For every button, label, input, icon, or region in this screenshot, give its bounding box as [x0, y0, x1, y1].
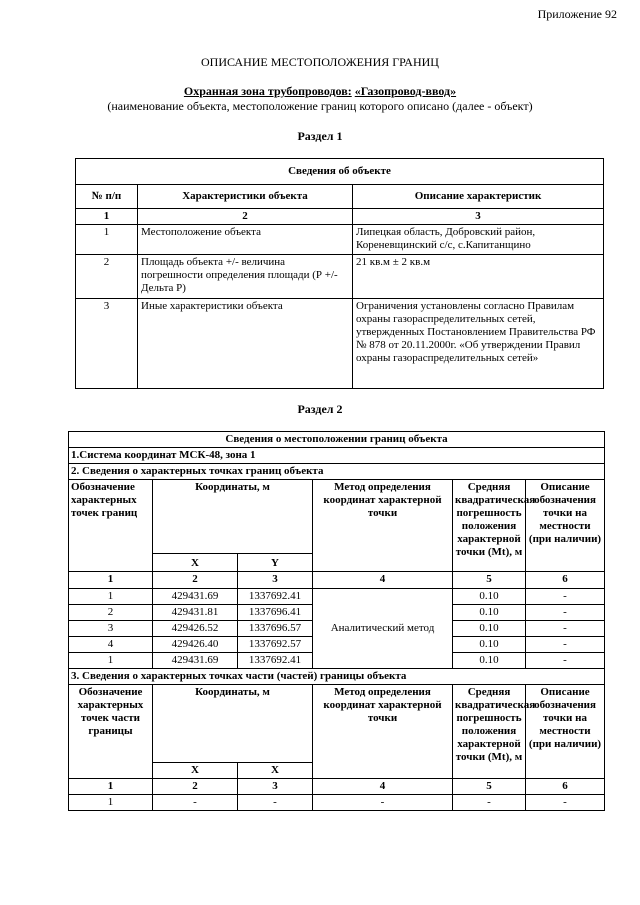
point-y: 1337696.57: [238, 621, 313, 637]
col-number: 2: [153, 572, 238, 589]
point-number: 4: [69, 637, 153, 653]
point-number: 3: [69, 621, 153, 637]
boundary-table-title: Сведения о местоположении границ объекта: [69, 432, 605, 448]
point-x: 429431.81: [153, 605, 238, 621]
method-cell: Аналитический метод: [313, 589, 453, 669]
point-description: -: [526, 621, 605, 637]
point-description: -: [526, 589, 605, 605]
point-y: -: [238, 795, 313, 811]
point-x: 429431.69: [153, 589, 238, 605]
object-table-title: Сведения об объекте: [76, 159, 604, 185]
col-number: 1: [76, 209, 138, 225]
point-number: 2: [69, 605, 153, 621]
header-designation-part: Обозначение характерных точек части границы: [69, 685, 153, 779]
section-2-title: Раздел 2: [297, 402, 343, 416]
col-number: 3: [238, 779, 313, 795]
header-y: X: [238, 763, 313, 779]
header-error: Средняя квадратическая погрешность положения характерной точки (Mt), м: [453, 685, 526, 779]
col-number: 3: [353, 209, 604, 225]
header-point-description: Описание обозначения точки на местности (при наличии): [526, 480, 605, 572]
subsection-3-title: 3. Сведения о характерных точках части (частей) границы объекта: [69, 669, 605, 685]
point-error: -: [453, 795, 526, 811]
header-method: Метод определения координат характерной точки: [313, 480, 453, 572]
row-description: Липецкая область, Добровский район, Кореневщинский с/с, с.Капитанщино: [353, 225, 604, 255]
col-number: 2: [153, 779, 238, 795]
point-description: -: [526, 795, 605, 811]
point-x: 429431.69: [153, 653, 238, 669]
col-number: 4: [313, 779, 453, 795]
point-number: 1: [69, 795, 153, 811]
point-number: 1: [69, 653, 153, 669]
header-coordinates: Координаты, м: [153, 685, 313, 763]
row-number: 1: [76, 225, 138, 255]
point-error: 0.10: [453, 653, 526, 669]
row-characteristic: Местоположение объекта: [138, 225, 353, 255]
point-error: 0.10: [453, 589, 526, 605]
coordinate-system: 1.Система координат МСК-48, зона 1: [69, 448, 605, 464]
object-info-table: [75, 158, 604, 389]
point-x: 429426.40: [153, 637, 238, 653]
row-characteristic: Иные характеристики объекта: [138, 299, 353, 389]
table-row: [76, 299, 604, 389]
header-x: X: [153, 554, 238, 572]
point-description: -: [526, 605, 605, 621]
col-number: 6: [526, 779, 605, 795]
point-x: 429426.52: [153, 621, 238, 637]
point-error: 0.10: [453, 605, 526, 621]
col-number: 2: [138, 209, 353, 225]
section-1-title: Раздел 1: [297, 129, 343, 143]
header-method: Метод определения координат характерной точки: [313, 685, 453, 779]
row-characteristic: Площадь объекта +/- величина погрешности определения площади (Р +/- Дельта Р): [138, 255, 353, 299]
point-x: -: [153, 795, 238, 811]
appendix-label: Приложение 92: [537, 7, 617, 21]
point-method: -: [313, 795, 453, 811]
row-number: 3: [76, 299, 138, 389]
table-row: [69, 795, 605, 811]
col-number: 5: [453, 572, 526, 589]
point-y: 1337696.41: [238, 605, 313, 621]
object-note: (наименование объекта, местоположение границ которого описано (далее - объект): [107, 99, 533, 113]
object-label: Охранная зона трубопроводов:: [183, 84, 352, 98]
col-number: 4: [313, 572, 453, 589]
point-description: -: [526, 653, 605, 669]
document-title: ОПИСАНИЕ МЕСТОПОЛОЖЕНИЯ ГРАНИЦ: [201, 55, 439, 69]
table-row: [76, 255, 604, 299]
header-designation: Обозначение характерных точек границ: [69, 480, 153, 572]
table-row: [69, 589, 605, 605]
header-y: Y: [238, 554, 313, 572]
row-description: Ограничения установлены согласно Правилам охраны газораспределительных сетей, утвержденных Постановлением Правительства РФ № 878 от 20.11.2000г. «Об утверждении Правил охраны газораспределительных сетей»: [353, 299, 604, 389]
row-number: 2: [76, 255, 138, 299]
header-point-description: Описание обозначения точки на местности (при наличии): [526, 685, 605, 779]
point-error: 0.10: [453, 637, 526, 653]
header-error: Средняя квадратическая погрешность положения характерной точки (Mt), м: [453, 480, 526, 572]
col-number: 1: [69, 779, 153, 795]
col-number: 1: [69, 572, 153, 589]
point-y: 1337692.57: [238, 637, 313, 653]
point-number: 1: [69, 589, 153, 605]
object-name-line: [0, 84, 640, 99]
point-error: 0.10: [453, 621, 526, 637]
header-x: X: [153, 763, 238, 779]
table-row: [76, 225, 604, 255]
point-description: -: [526, 637, 605, 653]
header-description: Описание характеристик: [353, 185, 604, 209]
col-number: 5: [453, 779, 526, 795]
point-y: 1337692.41: [238, 589, 313, 605]
col-number: 3: [238, 572, 313, 589]
header-coordinates: Координаты, м: [153, 480, 313, 554]
header-characteristics: Характеристики объекта: [138, 185, 353, 209]
subsection-2-title: 2. Сведения о характерных точках границ объекта: [69, 464, 605, 480]
row-description: 21 кв.м ± 2 кв.м: [353, 255, 604, 299]
header-number: № п/п: [76, 185, 138, 209]
point-y: 1337692.41: [238, 653, 313, 669]
boundary-table: [68, 431, 605, 811]
object-name: «Газопровод-ввод»: [354, 84, 457, 98]
col-number: 6: [526, 572, 605, 589]
